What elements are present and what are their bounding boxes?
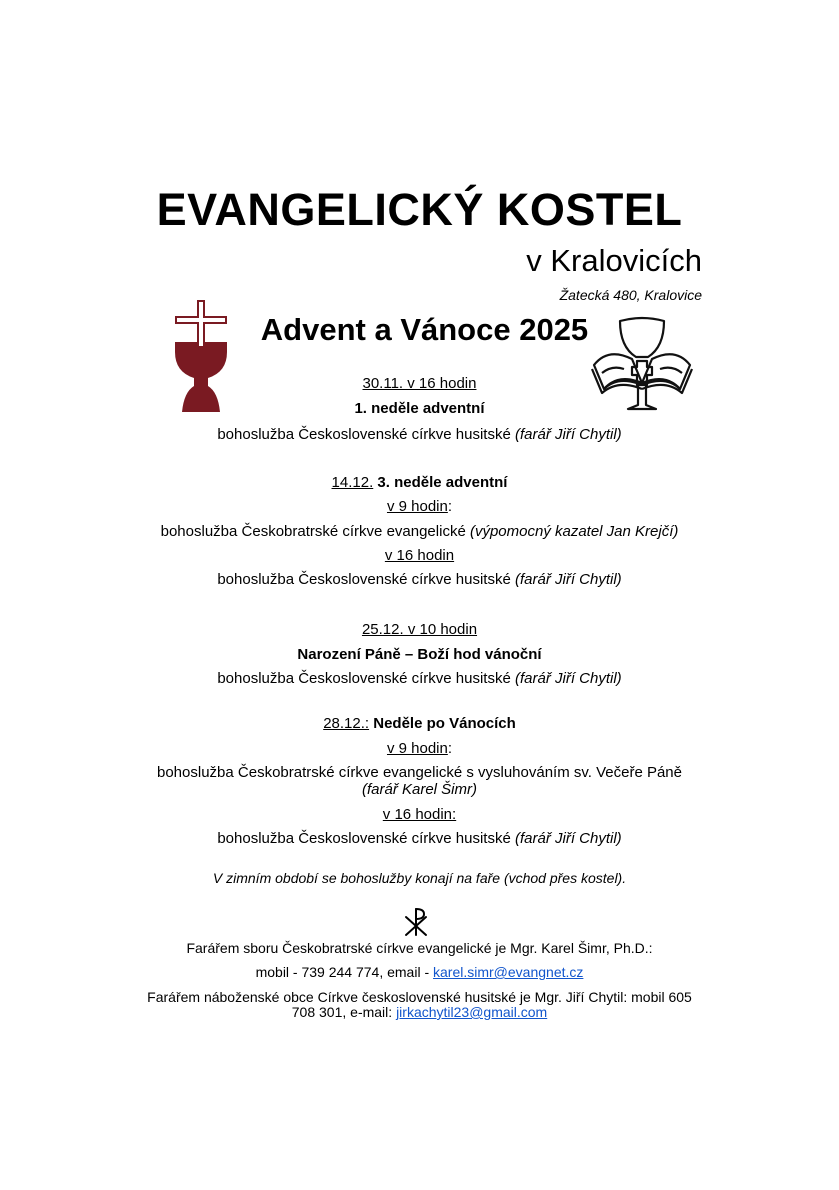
chalice-bible-icon — [588, 313, 696, 413]
season-heading: Advent a Vánoce 2025 — [260, 312, 589, 347]
contact-hussite-line-2: 708 301, e-mail: jirkachytil23@gmail.com — [291, 1004, 548, 1020]
email-link-simr[interactable]: karel.simr@evangnet.cz — [433, 964, 584, 980]
contact-evangelical-line-1: Farářem sboru Českobratrské církve evangelické je Mgr. Karel Šimr, Ph.D.: — [186, 940, 653, 956]
event-4-service-1: bohoslužba Českobratrské církve evangelické s vysluhováním sv. Večeře Páně — [157, 764, 682, 781]
event-4-time-2: v 16 hodin: — [382, 806, 457, 823]
event-4-service-2: bohoslužba Československé církve husitské (farář Jiří Chytil) — [217, 830, 622, 847]
page-title: EVANGELICKÝ KOSTEL — [156, 184, 683, 235]
contact-evangelical-line-2: mobil - 739 244 774, email - karel.simr@evangnet.cz — [255, 964, 584, 980]
event-2-service-2: bohoslužba Československé církve husitské (farář Jiří Chytil) — [217, 571, 622, 588]
event-4-time-1: v 9 hodin: — [386, 740, 453, 757]
winter-note: V zimním období se bohoslužby konají na faře (vchod přes kostel). — [212, 870, 627, 886]
event-4-date: 28.12.: Neděle po Vánocích — [323, 715, 516, 732]
event-4-minister-1: (farář Karel Šimr) — [361, 781, 477, 798]
event-1-date: 30.11. v 16 hodin — [362, 375, 477, 392]
event-3-service: bohoslužba Československé církve husitské (farář Jiří Chytil) — [217, 670, 622, 687]
subtitle: v Kralovicích — [526, 243, 702, 278]
event-2-time-2: v 16 hodin — [384, 547, 455, 564]
email-link-chytil[interactable]: jirkachytil23@gmail.com — [396, 1004, 548, 1020]
event-1-name: 1. neděle adventní — [354, 400, 485, 417]
event-2-date: 14.12. 3. neděle adventní — [331, 474, 508, 491]
event-1-service: bohoslužba Československé církve husitské (farář Jiří Chytil) — [217, 426, 622, 443]
event-2-time-1: v 9 hodin: — [386, 498, 453, 515]
chi-rho-icon — [401, 907, 431, 937]
contact-hussite-line-1: Farářem náboženské obce Církve československé husitské je Mgr. Jiří Chytil: mobil 605 — [147, 989, 692, 1005]
event-3-name: Narození Páně – Boží hod vánoční — [297, 646, 542, 663]
address: Žatecká 480, Kralovice — [559, 287, 702, 303]
event-3-date: 25.12. v 10 hodin — [361, 621, 478, 638]
event-2-service-1: bohoslužba Českobratrské církve evangelické (výpomocný kazatel Jan Krejčí) — [160, 523, 679, 540]
